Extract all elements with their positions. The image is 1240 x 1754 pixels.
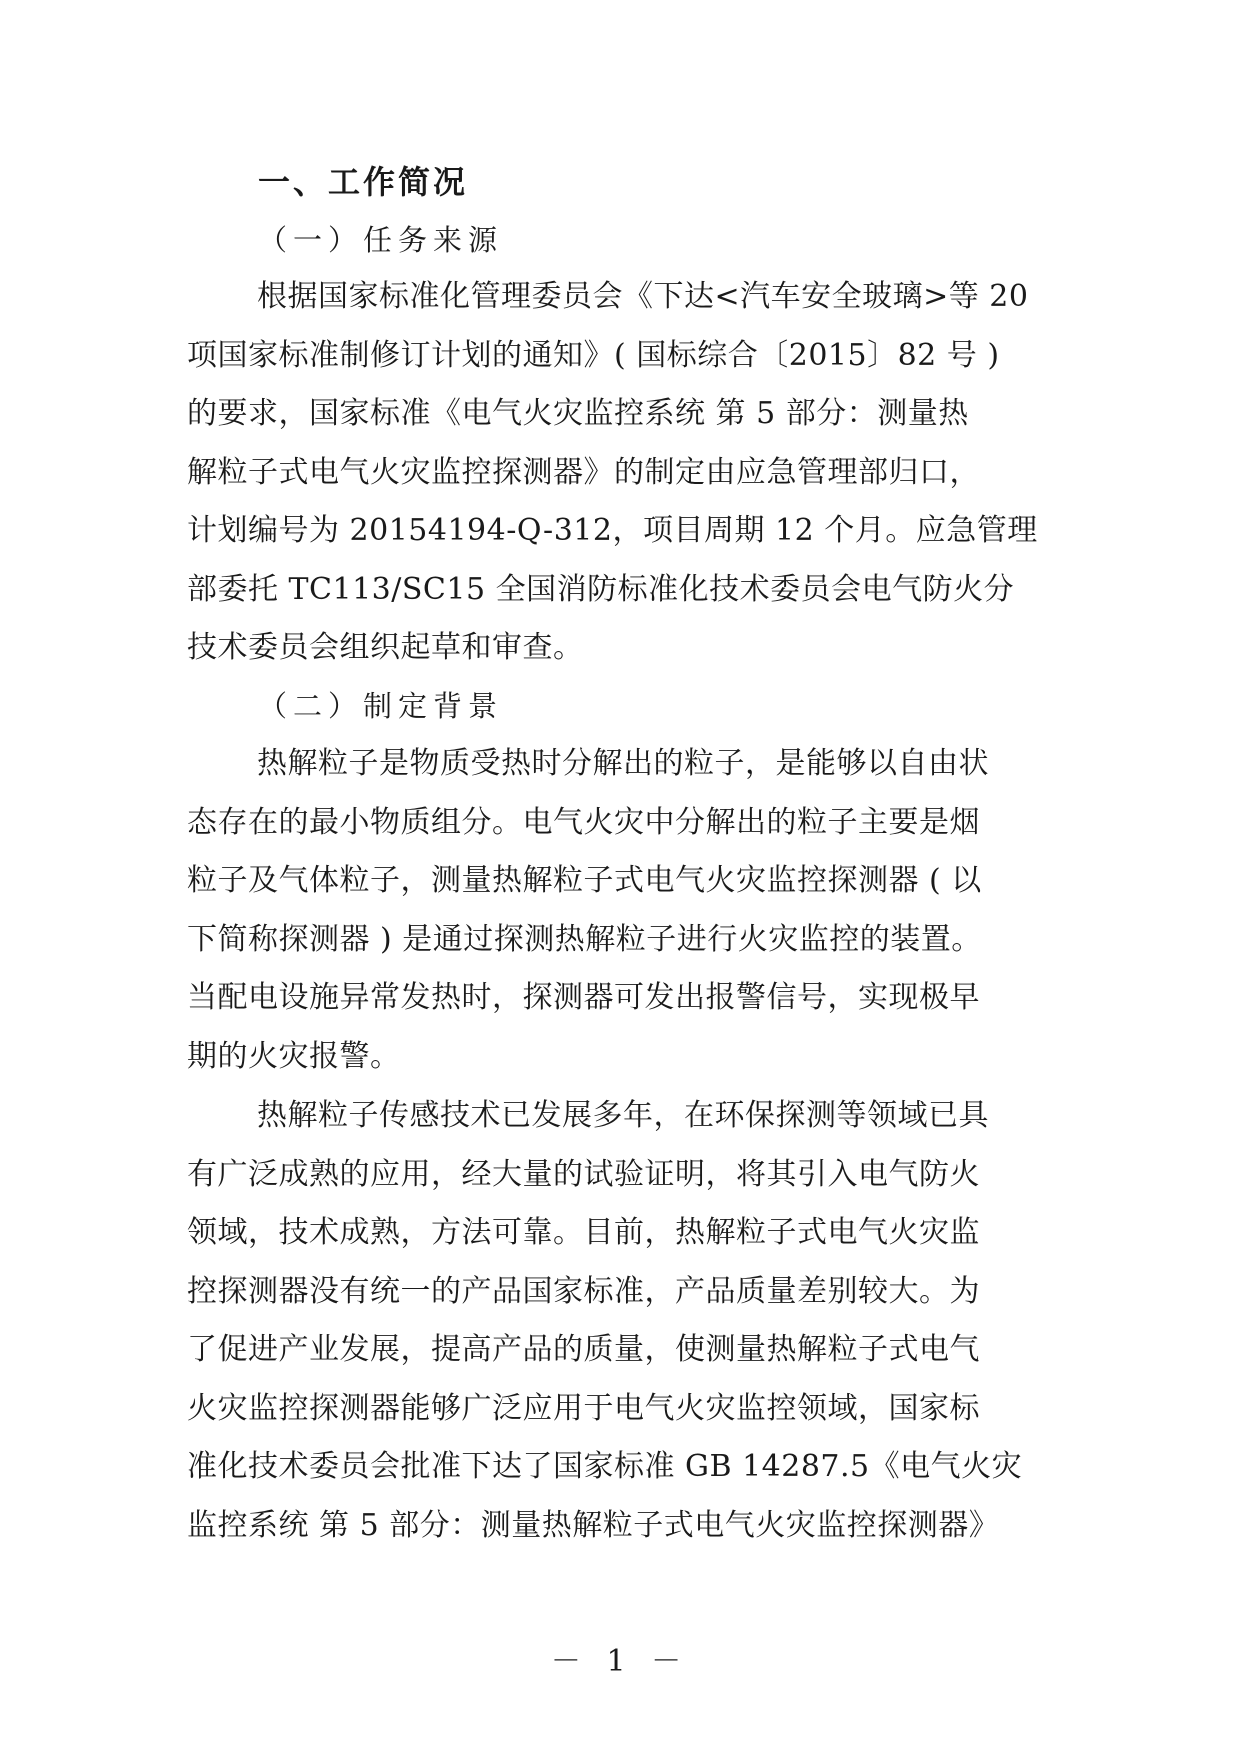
paragraph-line: 计划编号为 20154194-Q-312，项目周期 12 个月。应急管理 [187,513,1038,548]
page-number: － 1 － [550,1644,690,1679]
paragraph-line: 火灾监控探测器能够广泛应用于电气火灾监控领域，国家标 [187,1390,980,1426]
paragraph-line: 热解粒子是物质受热时分解出的粒子，是能够以自由状 [257,746,989,781]
paragraph-line: 准化技术委员会批准下达了国家标准 GB 14287.5《电气火灾 [187,1449,1023,1484]
paragraph-line: 部委托 TC113/SC15 全国消防标准化技术委员会电气防火分 [187,571,1015,607]
paragraph-background-technology [187,1087,1053,1555]
paragraph-line: 了促进产业发展，提高产品的质量，使测量热解粒子式电气 [187,1332,980,1367]
paragraph-line: 监控系统 第 5 部分：测量热解粒子式电气火灾监控探测器》 [187,1507,1000,1543]
paragraph-line: 期的火灾报警。 [187,1038,401,1074]
paragraph-task-source [187,268,1053,678]
paragraph-line: 项国家标准制修订计划的通知》( 国标综合〔2015〕82 号 ) [187,337,1000,373]
paragraph-line: 当配电设施异常发热时，探测器可发出报警信号，实现极早 [187,980,980,1015]
subsection-heading-background: （二）制定背景 [258,689,504,723]
paragraph-line: 的要求，国家标准《电气火灾监控系统 第 5 部分：测量热 [187,396,969,431]
paragraph-line: 有广泛成熟的应用，经大量的试验证明，将其引入电气防火 [187,1156,980,1192]
section-heading: 一、工作简况 [258,163,469,201]
paragraph-line: 控探测器没有统一的产品国家标准，产品质量差别较大。为 [187,1273,980,1309]
paragraph-line: 态存在的最小物质组分。电气火灾中分解出的粒子主要是烟 [187,804,980,840]
paragraph-background-definition [187,735,1053,1086]
paragraph-line: 根据国家标准化管理委员会《下达<汽车安全玻璃>等 20 [257,279,1029,314]
paragraph-line: 领域，技术成熟，方法可靠。目前，热解粒子式电气火灾监 [187,1215,980,1250]
subsection-heading-task-source: （一）任务来源 [258,223,504,257]
paragraph-line: 下简称探测器 ) 是通过探测热解粒子进行火灾监控的装置。 [187,921,982,957]
paragraph-line: 技术委员会组织起草和审查。 [187,630,584,665]
paragraph-line: 解粒子式电气火灾监控探测器》的制定由应急管理部归口， [187,454,980,490]
paragraph-line: 热解粒子传感技术已发展多年，在环保探测等领域已具 [257,1098,989,1133]
paragraph-line: 粒子及气体粒子，测量热解粒子式电气火灾监控探测器 ( 以 [187,863,982,898]
